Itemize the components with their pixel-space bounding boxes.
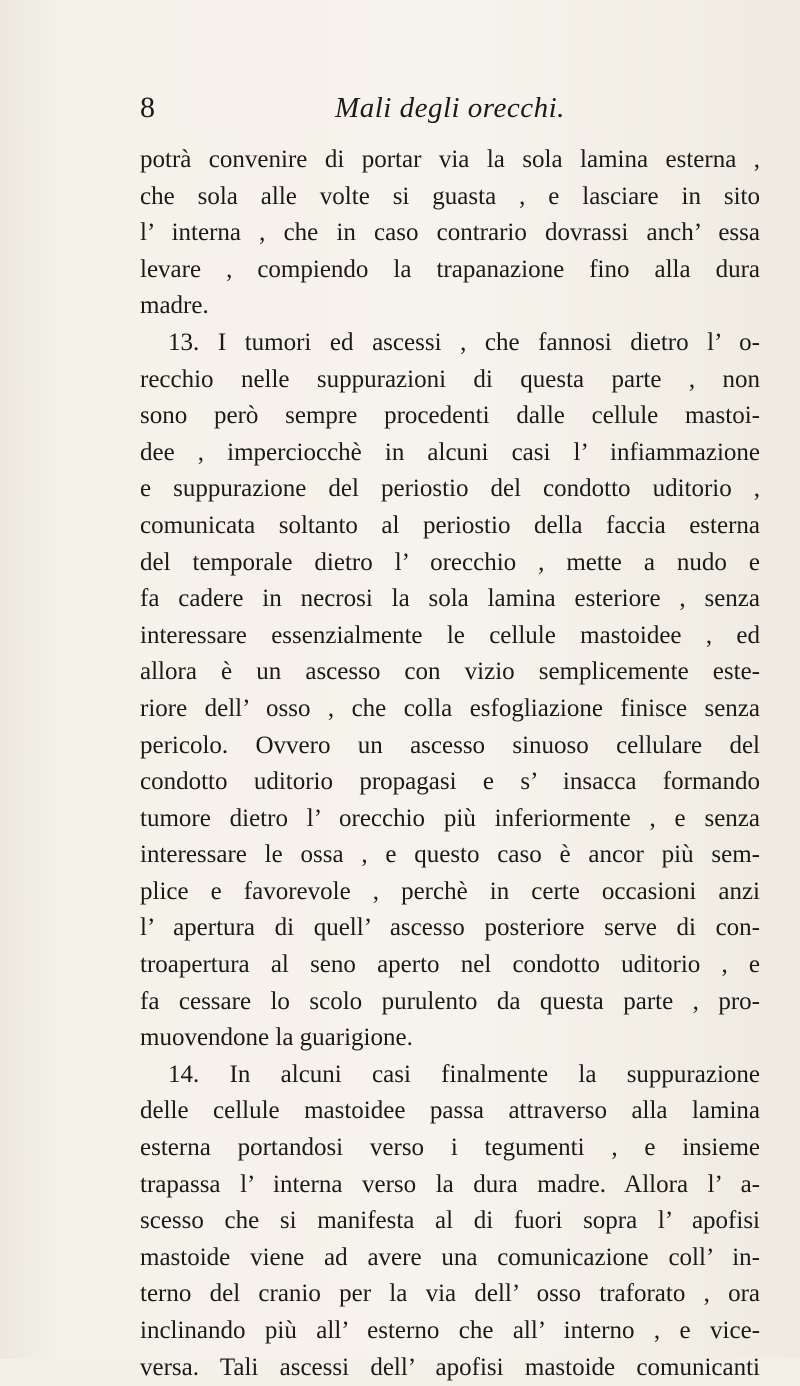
text-line: pericolo. Ovvero un ascesso sinuoso cellulare del [140,731,760,759]
text-line: l’ interna , che in caso contrario dovrassi anch’ essa [140,219,760,247]
paragraph-14-start: 14. In alcuni casi finalmente la suppurazione [168,1060,760,1088]
text-line: fa cessare lo scolo purulento da questa parte , pro- [140,987,760,1015]
page-number: 8 [140,91,155,124]
text-line: inclinando più all’ esterno che all’ interno , e vice- [140,1317,760,1344]
text-line: muovendone la guarigione. [140,1024,413,1052]
text-line: recchio nelle suppurazioni di questa parte , non [140,365,760,393]
text-line: terno del cranio per la via dell’ osso traforato , ora [140,1280,760,1308]
text-line: fa cadere in necrosi la sola lamina esteriore , senza [140,585,760,613]
running-title: Mali degli orecchi. [335,92,565,124]
body-text [140,142,760,1386]
text-line: esterna portandosi verso i tegumenti , e insieme [140,1134,760,1162]
text-line: comunicata soltanto al periostio della faccia esterna [140,511,760,539]
page-header [140,88,760,128]
text-line: potrà convenire di portar via la sola lamina esterna , [140,146,760,173]
text-line: versa. Tali ascessi dell’ apofisi mastoide comunicanti [140,1353,760,1381]
text-line: condotto uditorio propagasi e s’ insacca formando [140,768,760,796]
text-line: sono però sempre procedenti dalle cellule mastoi- [140,402,760,430]
text-line: e suppurazione del periostio del condotto uditorio , [140,475,760,503]
text-line: plice e favorevole , perchè in certe occasioni anzi [140,877,760,905]
text-line: interessare le ossa , e questo caso è ancor più sem- [140,841,760,869]
text-line: riore dell’ osso , che colla esfogliazione finisce senza [140,694,760,722]
text-line: scesso che si manifesta al di fuori sopra l’ apofisi [140,1207,760,1235]
paragraph-13-start: 13. I tumori ed ascessi , che fannosi dietro l’ o- [168,328,760,356]
text-line: dee , imperciocchè in alcuni casi l’ infiammazione [140,438,760,466]
text-line: troapertura al seno aperto nel condotto uditorio , e [140,951,760,979]
text-line: levare , compiendo la trapanazione fino alla dura [140,255,760,283]
text-line: trapassa l’ interna verso la dura madre. Allora l’ a- [140,1170,760,1198]
text-line: allora è un ascesso con vizio semplicemente este- [140,658,760,686]
text-line: che sola alle volte si guasta , e lasciare in sito [140,182,760,210]
text-line: tumore dietro l’ orecchio più inferiormente , e senza [140,804,760,832]
text-line: delle cellule mastoidee passa attraverso alla lamina [140,1097,760,1125]
text-line: madre. [140,292,209,320]
text-line: interessare essenzialmente le cellule mastoidee , ed [140,621,760,649]
text-line: mastoide viene ad avere una comunicazione coll’ in- [140,1243,760,1271]
text-line: del temporale dietro l’ orecchio , mette a nudo e [140,548,760,576]
text-line: l’ apertura di quell’ ascesso posteriore serve di con- [140,914,760,942]
